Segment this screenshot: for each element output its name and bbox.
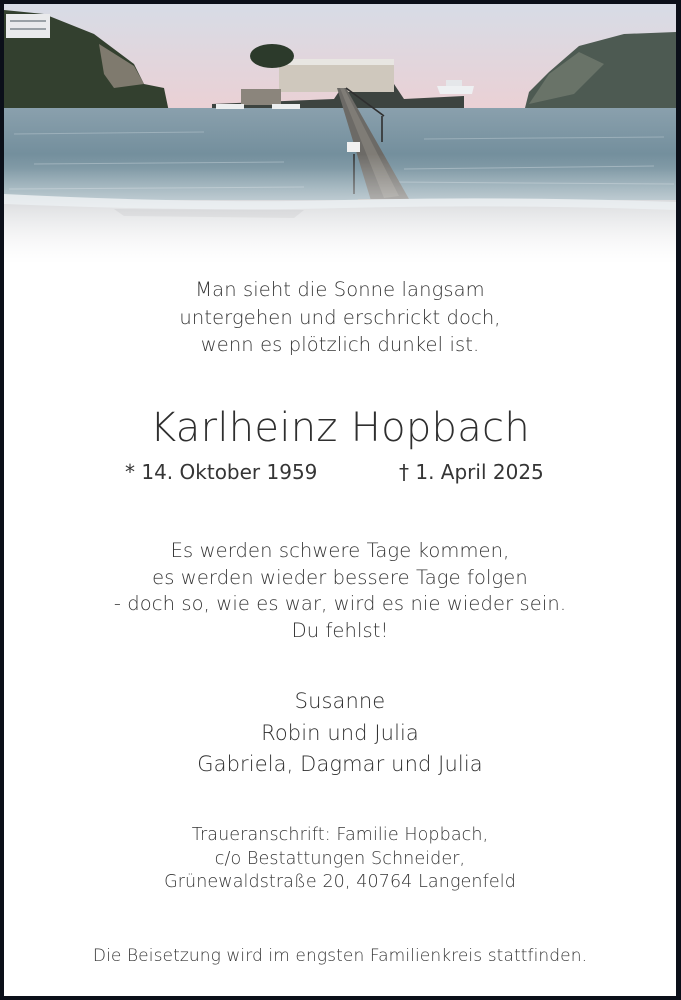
intro-quote — [4, 276, 676, 359]
mourner-name: Robin und Julia — [261, 720, 419, 745]
main-quote-line: Es werden schwere Tage kommen, — [170, 539, 510, 562]
intro-quote-line: Man sieht die Sonne langsam — [195, 278, 485, 301]
deceased-name: Karlheinz Hopbach — [149, 405, 531, 451]
header-photo — [4, 4, 676, 262]
main-quote-line: Du fehlst! — [291, 618, 389, 642]
photo-fade-overlay — [4, 154, 676, 262]
main-quote — [4, 538, 676, 644]
mourner-name: Susanne — [294, 689, 386, 713]
burial-note: Die Beisetzung wird im engsten Familienkreis stattfinden. — [92, 946, 588, 966]
obituary-card — [4, 4, 676, 996]
address-line: c/o Bestattungen Schneider, — [214, 848, 466, 869]
address-line: Traueranschrift: Familie Hopbach, — [191, 825, 489, 845]
mourning-address — [4, 824, 676, 895]
mourners-list — [4, 686, 676, 781]
main-quote-line: - doch so, wie es war, wird es nie wieder sein. — [113, 592, 567, 615]
birth-date: * 14. Oktober 1959 — [125, 460, 318, 484]
death-date: † 1. April 2025 — [399, 460, 544, 484]
intro-quote-line: wenn es plötzlich dunkel ist. — [200, 333, 480, 356]
mourner-name: Gabriela, Dagmar und Julia — [197, 752, 483, 776]
life-dates — [4, 460, 676, 488]
address-line: Grünewaldstraße 20, 40764 Langenfeld — [164, 872, 516, 892]
main-quote-line: es werden wieder bessere Tage folgen — [152, 565, 528, 589]
intro-quote-line: untergehen und erschrickt doch, — [179, 305, 501, 329]
